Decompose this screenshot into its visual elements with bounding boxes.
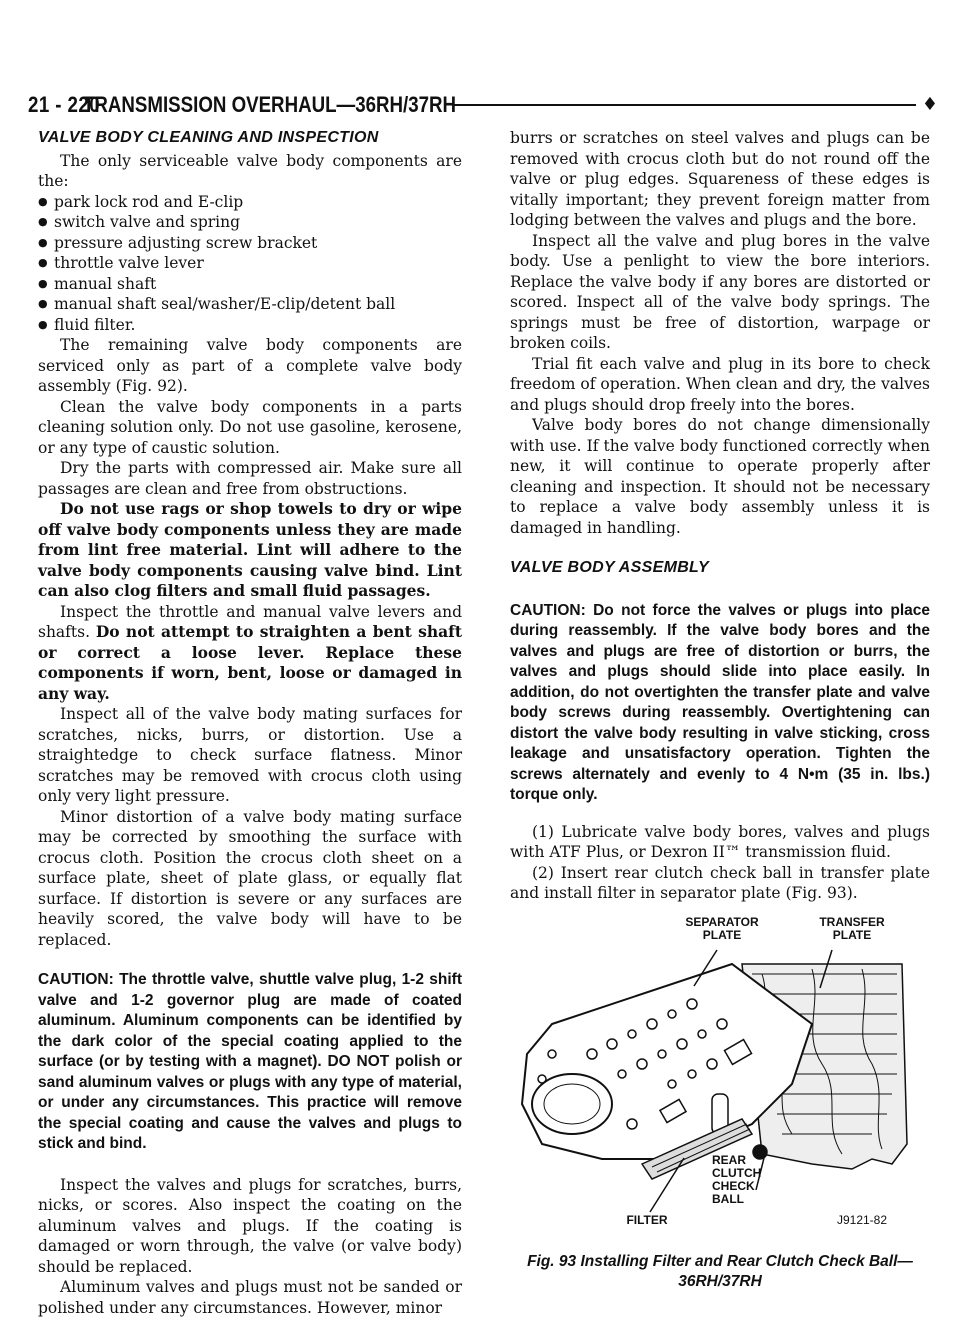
paragraph [38, 602, 462, 705]
paragraph: The remaining valve body components are serviced only as part of a complete valve body assembly (Fig. 92). [38, 336, 462, 395]
list-item: ● pressure adjusting screw bracket [38, 233, 462, 254]
paragraph: Inspect all the valve and plug bores in the valve body. Use a penlight to view the bore interiors. Replace the valve body if any bores are distorted or scored. Inspect all of the valve body springs. The springs must be free of distortion, warpage or broken coils. [510, 231, 930, 352]
caution-block: CAUTION: Do not force the valves or plugs into place during reassembly. If the valve body bores and the valves and plugs are free of distortion or burrs, the valves and plugs should slide into place easily. In addition, do not overtighten the transfer plate and valve body screws during reassembly. Overtightening can distort the valve body resulting in valve sticking, cross leakage and unsatisfactory operation. Tighten the screws alternately and evenly to 4 N•m (35 in. lbs.) torque only. [510, 601, 930, 803]
component-list [38, 192, 462, 336]
paragraph: Aluminum valves and plugs must not be sanded or polished under any circumstances. However, minor [38, 1278, 462, 1317]
page-header [28, 88, 938, 122]
figure-93 [512, 914, 912, 1244]
transfer-plate-label: TRANSFER PLATE [819, 914, 885, 942]
paragraph: burrs or scratches on steel valves and plugs can be removed with crocus cloth but do not round off the valve or plug edges. Squareness of these edges is vitally important; they prevent foreign matter from lodging between the valves and plugs and the bore. [510, 129, 930, 229]
caution-block: CAUTION: The throttle valve, shuttle valve plug, 1-2 shift valve and 1-2 governor plug are made of coated aluminum. Aluminum components can be identified by the dark color of the special coating applied to the surface (or by testing with a magnet). DO NOT polish or sand aluminum valves or plugs with any type of material, or under any circumstances. This practice will remove the special coating and cause the valves and plugs to stick and bind. [38, 971, 462, 1152]
separator-plate-label: SEPARATOR PLATE [685, 914, 759, 942]
header-rule [452, 104, 916, 106]
page-number: 21 - 220 [28, 92, 101, 117]
paragraph: Dry the parts with compressed air. Make sure all passages are clean and free from obstructions. [38, 459, 462, 498]
list-item: ● throttle valve lever [38, 253, 462, 274]
section-title: TRANSMISSION OVERHAUL—36RH/37RH [82, 92, 456, 117]
figure-caption: Fig. 93 Installing Filter and Rear Clutch Check Ball—36RH/37RH [527, 1252, 913, 1290]
warning-paragraph: Do not use rags or shop towels to dry or wipe off valve body components unless they are made from lint free material. Lint will adhere to the valve body components causing valve bind. Lint can also clog filters and small fluid passages. [38, 499, 462, 600]
list-item: ● manual shaft [38, 274, 462, 295]
list-item: ● fluid filter. [38, 315, 462, 336]
paragraph-bold-text: Do not attempt to straighten a bent shaft or correct a loose lever. Replace these components if worn, bent, loose or damaged in any way. [38, 622, 462, 703]
paragraph: Clean the valve body components in a parts cleaning solution only. Do not use gasoline, kerosene, or any type of caustic solution. [38, 397, 462, 457]
paragraph: Inspect the valves and plugs for scratches, burrs, nicks, or scores. Also inspect the coating on the aluminum valves and plugs. If the coating is damaged or worn through, the valve (or valve body) should be replaced. [38, 1175, 462, 1276]
section-heading: VALVE BODY ASSEMBLY [510, 559, 709, 576]
rear-clutch-check-ball-label: REAR CLUTCH CHECK BALL [712, 1152, 762, 1206]
filter-label: FILTER [626, 1212, 668, 1227]
paragraph: Minor distortion of a valve body mating surface may be corrected by smoothing the surface with crocus cloth. Position the crocus cloth sheet on a surface plate, sheet of plate glass, or equally flat surface. If distortion is severe or any surfaces are heavily scored, the valve body will have to be replaced. [38, 807, 462, 949]
section-heading: VALVE BODY CLEANING AND INSPECTION [38, 129, 379, 146]
list-item: ● switch valve and spring [38, 212, 462, 233]
step: (2) Insert rear clutch check ball in transfer plate and install filter in separator plate (Fig. 93). [510, 863, 930, 902]
paragraph: Inspect all of the valve body mating surfaces for scratches, nicks, burrs, or distortion. Use a straightedge to check surface flatness. Minor scratches may be removed with crocus cloth using only very light pressure. [38, 705, 462, 805]
list-item: ● park lock rod and E-clip [38, 192, 462, 213]
list-item: ● manual shaft seal/washer/E-clip/detent ball [38, 294, 462, 315]
step: (1) Lubricate valve body bores, valves and plugs with ATF Plus, or Dexron II™ transmission fluid. [510, 822, 930, 861]
diamond-icon: ♦ [921, 94, 938, 115]
paragraph: Trial fit each valve and plug in its bore to check freedom of operation. When clean and dry, the valves and plugs should drop freely into the bores. [510, 354, 930, 414]
paragraph-text: Inspect the throttle and manual valve levers and shafts. [38, 602, 462, 641]
figure-code: J9121-82 [836, 1212, 888, 1227]
left-column [38, 128, 462, 1318]
right-column [510, 128, 930, 1292]
paragraph: Valve body bores do not change dimensionally with use. If the valve body functioned correctly when new, it will continue to operate properly after cleaning and inspection. It should not be necessary to replace a valve body assembly unless it is damaged in handling. [510, 416, 930, 537]
paragraph: The only serviceable valve body components are the: [38, 151, 462, 190]
